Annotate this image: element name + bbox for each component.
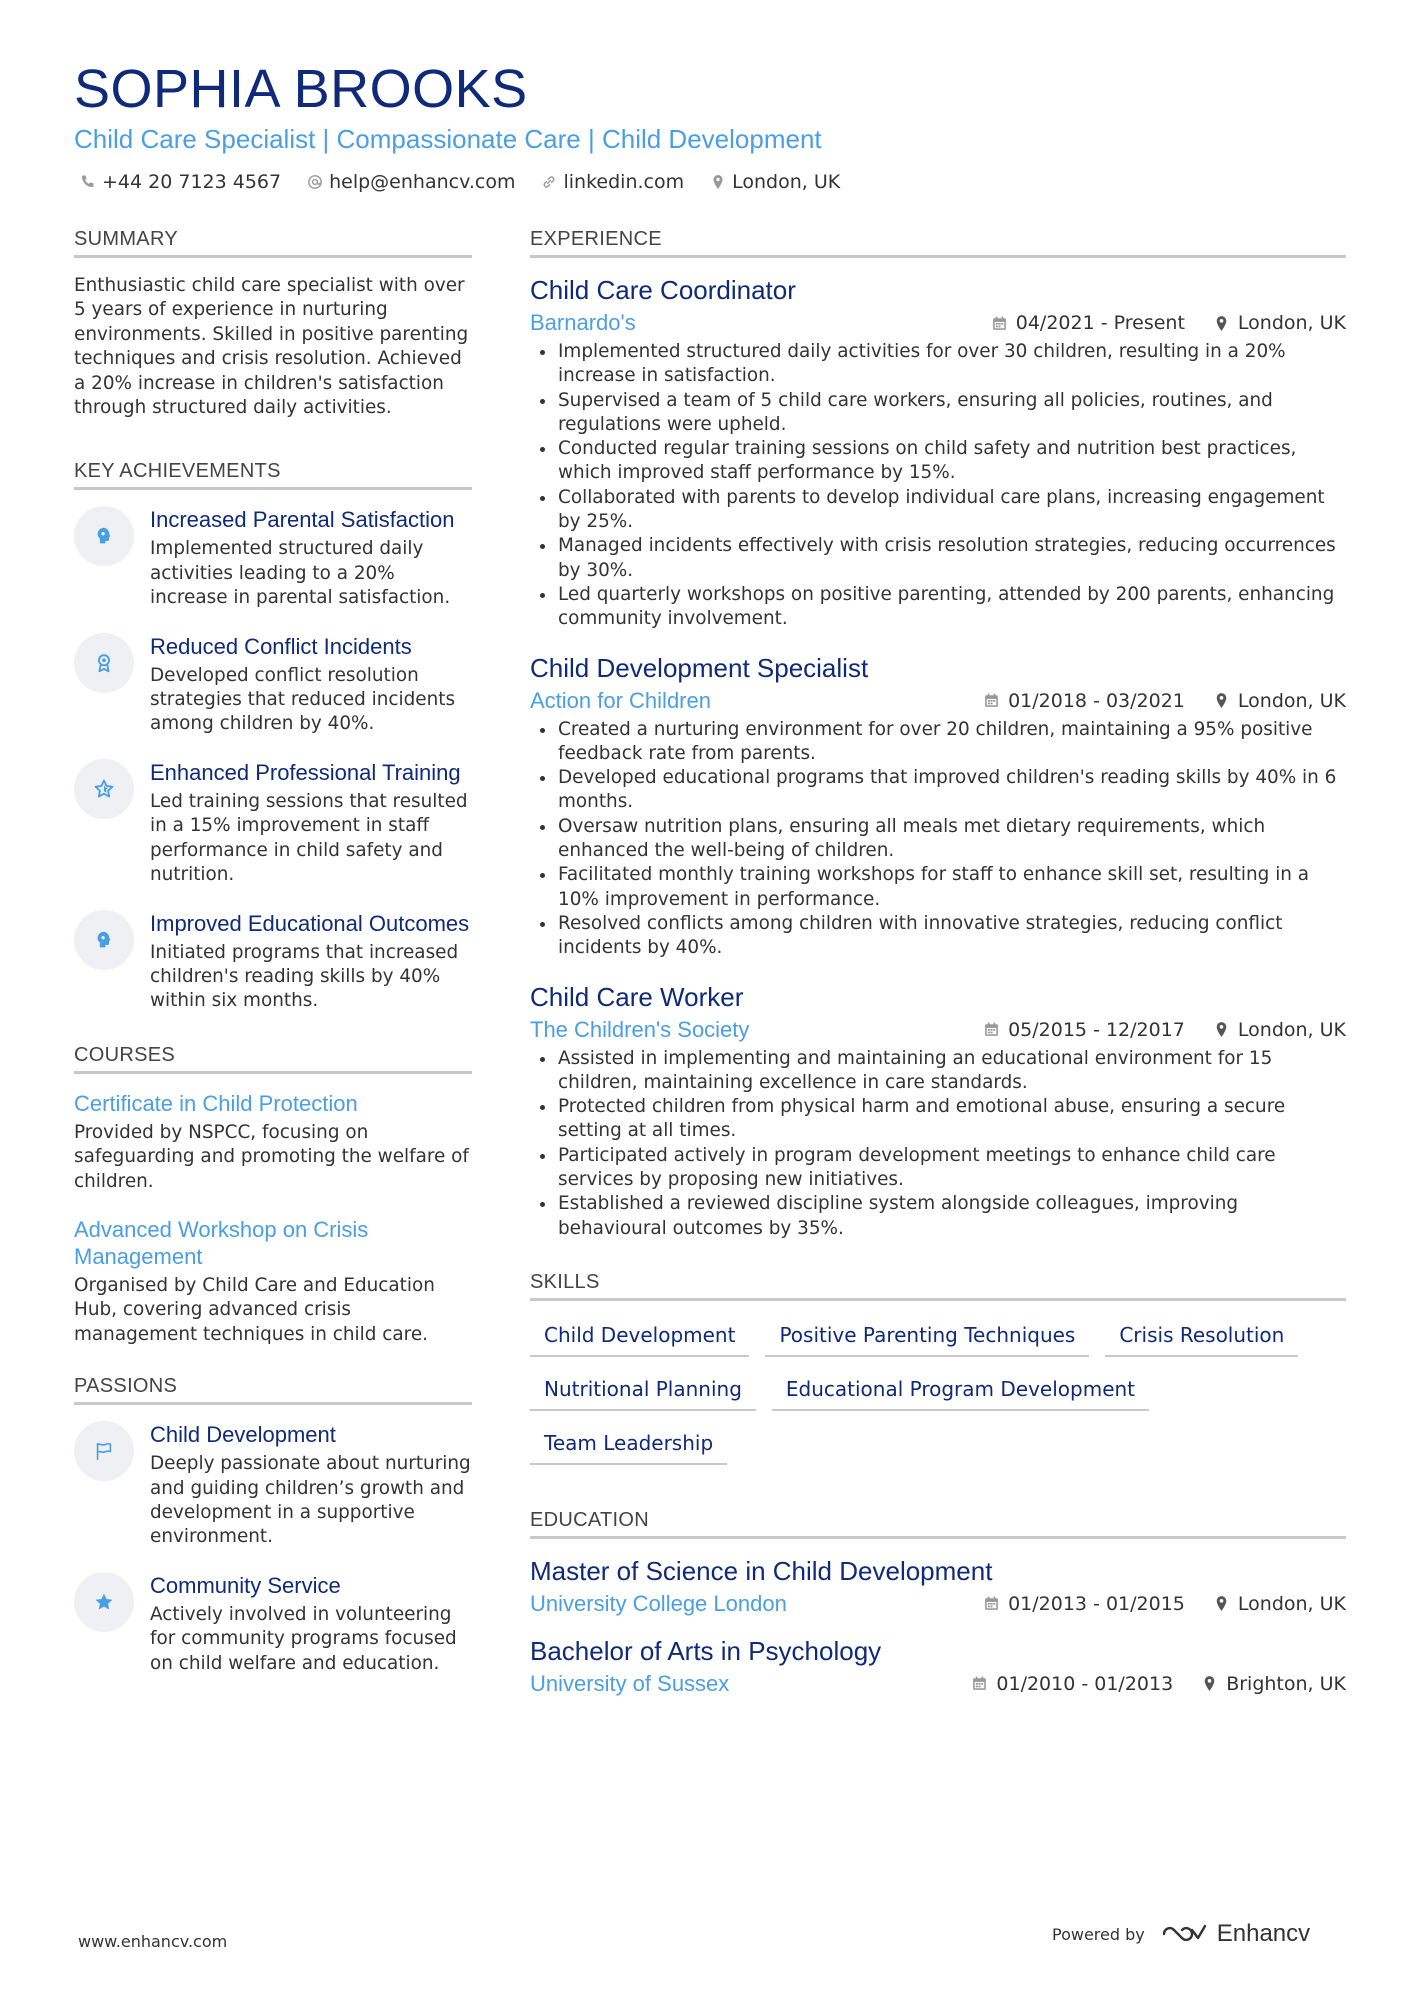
achievement-icon-wrap <box>74 506 134 566</box>
skill-tag: Team Leadership <box>530 1425 727 1465</box>
job-bullet: Resolved conflicts among children with innovative strategies, reducing conflict incidents by 40%. <box>530 912 1346 961</box>
job-entry <box>530 981 1346 1241</box>
passion-item <box>74 1421 472 1550</box>
course-desc: Provided by NSPCC, focusing on safeguarding and promoting the welfare of children. <box>74 1121 469 1192</box>
job-bullet: Established a reviewed discipline system alongside colleagues, improving behavioural outcomes by 35%. <box>530 1192 1346 1241</box>
education-dates: 01/2013 - 01/2015 <box>1008 1592 1185 1615</box>
brand-name: Enhancv <box>1216 1920 1311 1947</box>
skills-list <box>530 1317 1346 1465</box>
at-icon <box>307 174 323 190</box>
achievement-icon-wrap <box>74 633 134 693</box>
education-location: London, UK <box>1237 1592 1346 1615</box>
job-location: London, UK <box>1237 312 1346 334</box>
skill-tag: Positive Parenting Techniques <box>765 1317 1089 1357</box>
skills-section <box>530 1271 1346 1465</box>
location-icon <box>1213 692 1230 709</box>
job-entry <box>530 652 1346 961</box>
summary-text: Enthusiastic child care specialist with over 5 years of experience in nurturing environments. Skilled in positive parenting techniques and crisis resolution. Achieved a 20% increase in children's satisfaction through structured daily activities. <box>74 275 469 419</box>
job-bullet: Participated actively in program development meetings to enhance child care services by proposing new initiatives. <box>530 1144 1346 1193</box>
job-bullet: Developed educational programs that improved children's reading skills by 40% in 6 months. <box>530 766 1346 815</box>
achievements-section <box>74 460 472 1013</box>
calendar-icon <box>971 1675 988 1692</box>
achievement-title: Improved Educational Outcomes <box>150 910 470 936</box>
course-desc: Organised by Child Care and Education Hub, covering advanced crisis management techniques in child care. <box>74 1274 435 1345</box>
skills-heading: SKILLS <box>530 1271 1346 1301</box>
passion-title: Community Service <box>150 1572 341 1598</box>
passion-desc: Actively involved in volunteering for community programs focused on child welfare and education. <box>150 1603 457 1674</box>
courses-section <box>74 1044 472 1347</box>
job-location: London, UK <box>1237 1018 1346 1041</box>
course-item <box>74 1090 472 1194</box>
contact-bar <box>80 171 840 193</box>
achievement-icon-wrap <box>74 759 134 819</box>
link-icon <box>541 174 557 190</box>
location-icon <box>1213 1021 1230 1038</box>
star-icon <box>93 1591 115 1613</box>
achievement-title: Reduced Conflict Incidents <box>150 633 412 659</box>
education-dates: 01/2010 - 01/2013 <box>996 1672 1174 1695</box>
education-school: University College London <box>530 1590 787 1616</box>
job-bullets <box>530 340 1346 632</box>
education-section <box>530 1509 1346 1697</box>
right-column <box>530 228 1346 1715</box>
course-title: Advanced Workshop on Crisis Management <box>74 1216 369 1269</box>
job-bullet: Facilitated monthly training workshops for staff to enhance skill set, resulting in a 10% improvement in performance. <box>530 863 1346 912</box>
job-dates: 01/2018 - 03/2021 <box>1008 689 1185 712</box>
footer-website[interactable]: www.enhancv.com <box>78 1932 228 1951</box>
job-bullets <box>530 1047 1346 1241</box>
education-degree: Bachelor of Arts in Psychology <box>530 1635 882 1666</box>
passion-item <box>74 1572 472 1676</box>
education-entry <box>530 1635 1346 1697</box>
job-dates: 05/2015 - 12/2017 <box>1008 1018 1185 1041</box>
candidate-name: SOPHIA BROOKS <box>74 59 528 119</box>
achievement-title: Increased Parental Satisfaction <box>150 507 455 533</box>
summary-section <box>74 228 472 420</box>
passion-icon-wrap <box>74 1572 134 1632</box>
contact-linkedin[interactable] <box>541 171 684 193</box>
passion-desc: Deeply passionate about nurturing and guiding children’s growth and development in a supportive environment. <box>150 1453 471 1548</box>
job-title: Child Care Worker <box>530 981 744 1012</box>
left-column <box>74 228 472 1698</box>
skill-tag: Crisis Resolution <box>1105 1317 1298 1357</box>
education-school: University of Sussex <box>530 1670 730 1696</box>
contact-email[interactable] <box>307 171 515 193</box>
achievement-desc: Initiated programs that increased children's reading skills by 40% within six months. <box>150 941 459 1012</box>
location-icon <box>1213 1595 1230 1612</box>
achievement-item <box>74 506 472 610</box>
job-dates: 04/2021 - Present <box>1015 312 1185 334</box>
achievement-title: Enhanced Professional Training <box>150 759 461 785</box>
award-icon <box>93 652 115 674</box>
job-bullet: Implemented structured daily activities for over 30 children, resulting in a 20% increase in satisfaction. <box>530 340 1346 389</box>
job-bullet: Conducted regular training sessions on child safety and nutrition best practices, which improved staff performance by 15%. <box>530 437 1346 486</box>
passion-icon-wrap <box>74 1421 134 1481</box>
enhancv-logo-icon <box>1161 1922 1207 1946</box>
job-bullets <box>530 718 1346 961</box>
education-degree: Master of Science in Child Development <box>530 1555 993 1586</box>
job-title: Child Care Coordinator <box>530 275 796 305</box>
achievement-item <box>74 759 472 888</box>
job-bullet: Supervised a team of 5 child care workers, ensuring all policies, routines, and regulations were upheld. <box>530 389 1346 438</box>
candidate-subtitle: Child Care Specialist | Compassionate Care | Child Development <box>74 124 822 154</box>
job-company: The Children's Society <box>530 1016 750 1042</box>
job-company: Barnardo's <box>530 310 636 335</box>
calendar-icon <box>983 692 1000 709</box>
location-icon <box>1201 1675 1218 1692</box>
achievement-icon-wrap <box>74 910 134 970</box>
passions-section <box>74 1375 472 1676</box>
job-bullet: Oversaw nutrition plans, ensuring all meals met dietary requirements, which enhanced the well-being of children. <box>530 815 1346 864</box>
job-bullet: Protected children from physical harm and emotional abuse, ensuring a secure setting at all times. <box>530 1095 1346 1144</box>
skill-tag: Nutritional Planning <box>530 1371 756 1411</box>
education-heading: EDUCATION <box>530 1509 1346 1539</box>
course-title: Certificate in Child Protection <box>74 1090 358 1116</box>
contact-linkedin-text[interactable]: linkedin.com <box>563 171 685 193</box>
contact-phone <box>80 171 281 193</box>
education-entry <box>530 1555 1346 1617</box>
brain-icon <box>93 525 115 547</box>
job-bullet: Managed incidents effectively with crisis resolution strategies, reducing occurrences by 30%. <box>530 534 1346 583</box>
contact-email-text[interactable]: help@enhancv.com <box>329 171 516 193</box>
flag-icon <box>93 1440 115 1462</box>
skill-tag: Child Development <box>530 1317 749 1357</box>
location-icon <box>1213 315 1230 332</box>
job-bullet: Assisted in implementing and maintaining an educational environment for 15 children, maintaining excellence in care standards. <box>530 1047 1346 1096</box>
footer-branding <box>1052 1920 1310 1948</box>
brain-icon <box>93 929 115 951</box>
job-location: London, UK <box>1237 689 1346 712</box>
achievement-item <box>74 910 472 1014</box>
powered-by-label: Powered by <box>1052 1924 1145 1944</box>
passion-title: Child Development <box>150 1422 336 1448</box>
job-entry <box>530 274 1346 632</box>
location-icon <box>710 174 726 190</box>
calendar-icon <box>983 1595 1000 1612</box>
achievements-heading: KEY ACHIEVEMENTS <box>74 460 472 490</box>
achievement-desc: Developed conflict resolution strategies that reduced incidents among children by 40%. <box>150 664 456 735</box>
skill-tag: Educational Program Development <box>772 1371 1149 1411</box>
job-title: Child Development Specialist <box>530 652 869 683</box>
achievement-item <box>74 633 472 737</box>
job-bullet: Collaborated with parents to develop individual care plans, increasing engagement by 25%. <box>530 486 1346 535</box>
job-bullet: Led quarterly workshops on positive parenting, attended by 200 parents, enhancing community involvement. <box>530 583 1346 632</box>
courses-heading: COURSES <box>74 1044 472 1074</box>
experience-section <box>530 228 1346 1241</box>
contact-location-text: London, UK <box>732 171 841 193</box>
calendar-icon <box>991 315 1008 332</box>
passions-heading: PASSIONS <box>74 1375 472 1405</box>
achievement-desc: Implemented structured daily activities leading to a 20% increase in parental satisfaction. <box>150 538 451 609</box>
calendar-icon <box>983 1021 1000 1038</box>
contact-location <box>710 171 840 193</box>
brand-logo[interactable] <box>1161 1920 1310 1948</box>
education-location: Brighton, UK <box>1226 1672 1346 1695</box>
course-item <box>74 1216 472 1347</box>
experience-heading: EXPERIENCE <box>530 228 1346 258</box>
job-bullet: Created a nurturing environment for over 20 children, maintaining a 95% positive feedback rate from parents. <box>530 718 1346 767</box>
phone-icon <box>80 174 96 190</box>
achievement-desc: Led training sessions that resulted in a 15% improvement in staff performance in child safety and nutrition. <box>150 790 468 886</box>
job-company: Action for Children <box>530 687 711 713</box>
contact-phone-text: +44 20 7123 4567 <box>102 171 282 193</box>
star-outline-icon <box>93 778 115 800</box>
summary-heading: SUMMARY <box>74 228 472 258</box>
